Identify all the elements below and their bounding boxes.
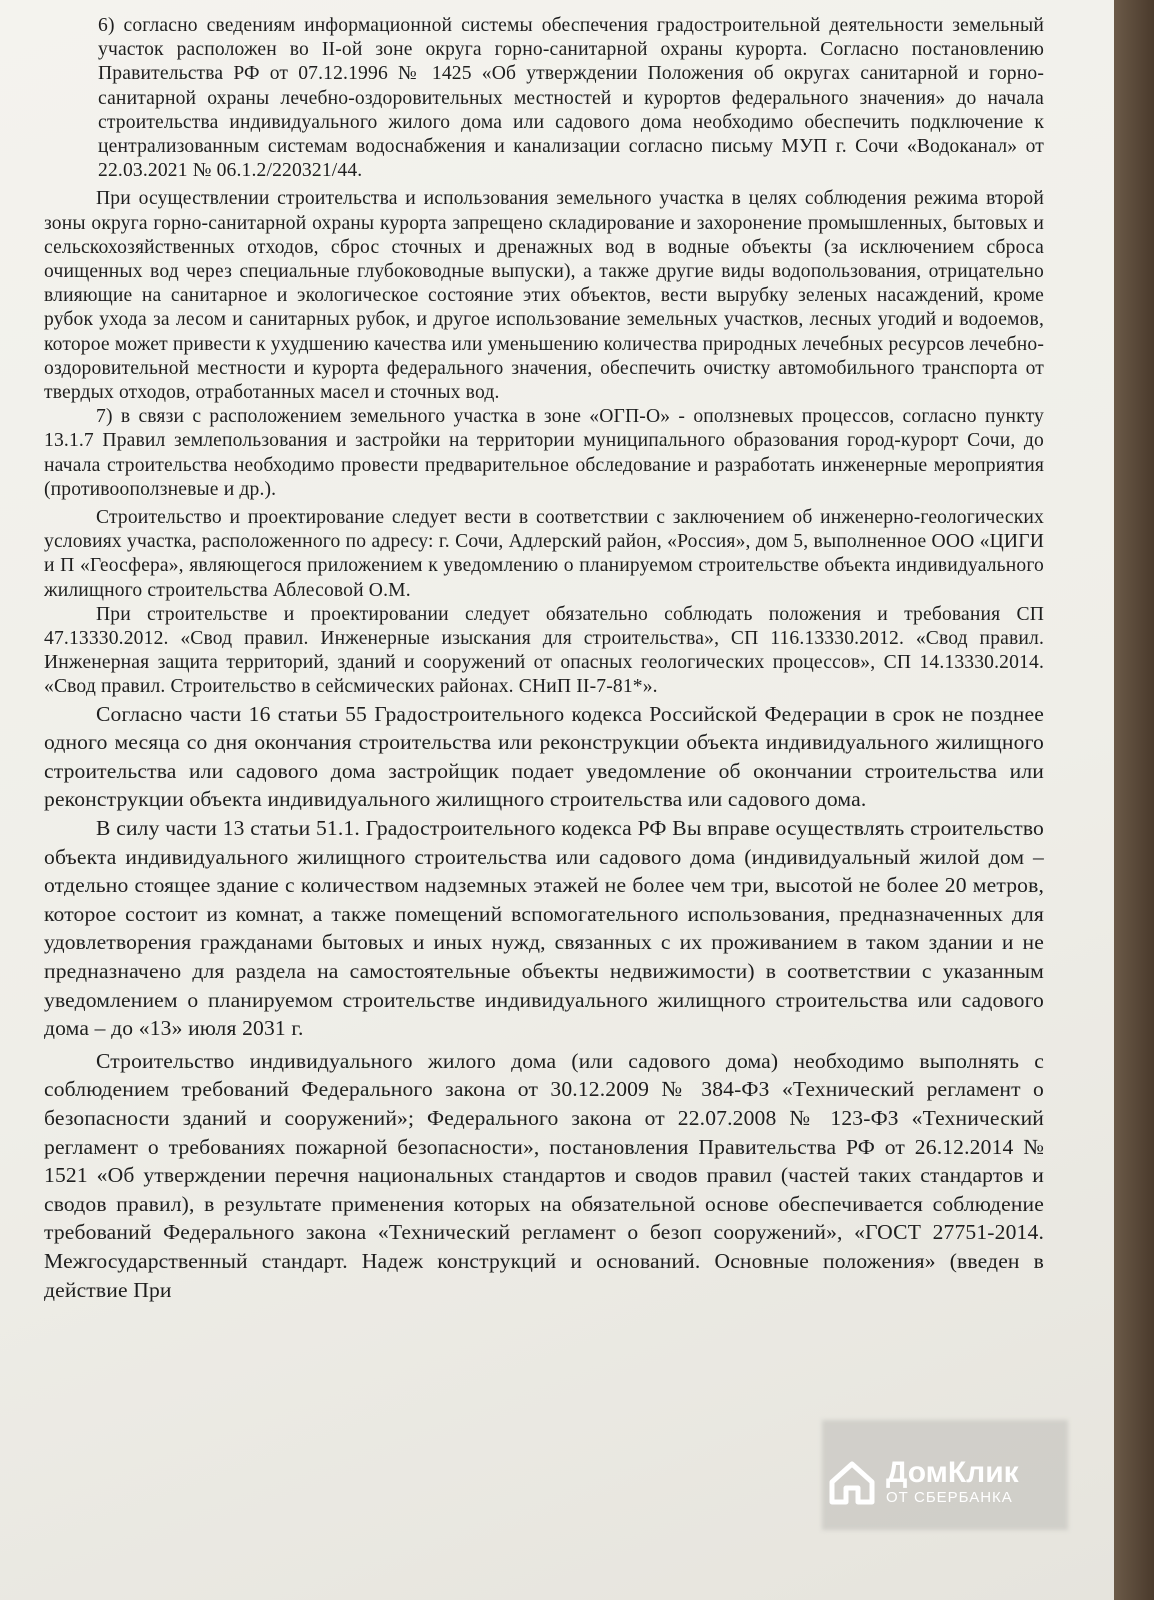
paragraph-technical-regulations: Строительство индивидуального жилого дома (или садового дома) необходимо выполнять с соблюдением требований Федерального закона от 30.12.2009 № 384-ФЗ «Технический регламент о безопасности зданий и сооружений»; Федерального закона от 22.07.2008 № 123-ФЗ «Технический регламент о требованиях пожарной безопасности», постановления Правительства РФ от 26.12.2014 № 1521 «Об утверждении перечня национальных стандартов и сводов правил (частей таких стандартов и сводов правил), в результате применения которых на обязательной основе обеспечивается соблюдение требований Федерального закона «Технический регламент о безоп сооружений», «ГОСТ 27751-2014. Межгосударственный стандарт. Надеж конструкций и оснований. Основные положения» (введен в действие При [44,1048,1044,1302]
paragraph-item-7: 7) в связи с расположением земельного участка в зоне «ОГП-О» - оползневых процессов, согласно пункту 13.1.7 Правил землепользования и застройки на территории муниципального образования город-курорт Сочи, до начала строительства необходимо провести предварительное обследование и разработать инженерные мероприятия (противооползневые и др.). [44,406,1044,500]
paragraph-item-6: 6) согласно сведениям информационной системы обеспечения градостроительной деятельности земельный участок расположен во II-ой зоне округа горно-санитарной охраны курорта. Согласно постановлению Правительства РФ от 07.12.1996 № 1425 «Об утверждении Положения об округах санитарной и горно-санитарной охраны лечебно-оздоровительных местностей и курортов федерального значения» до начала строительства индивидуального жилого дома или садового дома необходимо обеспечить подключение к централизованным системам водоснабжения и канализации согласно письму МУП г. Сочи «Водоканал» от 22.03.2021 № 06.1.2/220321/44. [98,15,1044,182]
table-edge [1114,0,1154,1600]
paragraph-geology-conclusion: Строительство и проектирование следует вести в соответствии с заключением об инженерно-геологических условиях участка, расположенного по адресу: г. Сочи, Адлерский район, «Россия», дом 5, выполненное ООО «ЦИГИ и П «Геосфера», являющегося приложением к уведомлению о планируемом строительстве объекта индивидуального жилищного строительства Аблесовой О.М. [44,507,1044,601]
watermark-brand: ДомКлик [886,1456,1019,1489]
paragraph-zone-restrictions: При осуществлении строительства и использования земельного участка в целях соблюдения режима второй зоны округа горно-санитарной охраны курорта запрещено складирование и захоронение промышленных, бытовых и сельскохозяйственных отходов, сброс сточных и дренажных вод в водные объекты (за исключением сброса очищенных вод через специальные глубоководные выпуски), а также другие виды водопользования, отрицательно влияющие на санитарное и экологическое состояние этих объектов, вести вырубку зеленых насаждений, кроме рубок ухода за лесом и санитарных рубок, и другое использование земельных участков, лесных угодий и водоемов, которое может привести к ухудшению качества или уменьшению количества природных лечебных ресурсов лечебно-оздоровительной местности и курорта федерального значения, обеспечить очистку автомобильного транспорта от твердых отходов, отработанных масел и сточных вод. [44,188,1044,404]
document-body [44,14,1044,1304]
paragraph-construction-term: В силу части 13 статьи 51.1. Градостроительного кодекса РФ Вы вправе осуществлять строительство объекта индивидуального жилищного строительства или садового дома (индивидуальный жилой дом – отдельно стоящее здание с количеством надземных этажей не более чем три, высотой не более 20 метров, которое состоит из комнат, а также помещений вспомогательного использования, предназначенных для удовлетворения гражданами бытовых и иных нужд, связанных с их проживанием в таком здании и не предназначено для раздела на самостоятельные объекты недвижимости) в соответствии с указанным уведомлением о планируемом строительстве индивидуального жилищного строительства или садового дома – до «13» июля 2031 г. [44,816,1044,1041]
watermark-texts [886,1457,1019,1507]
watermark-subtitle: ОТ СБЕРБАНКА [886,1489,1013,1506]
paragraph-completion-notice: Согласно части 16 статьи 55 Градостроительного кодекса Российской Федерации в срок не позднее одного месяца со дня окончания строительства или реконструкции объекта индивидуального жилищного строительства или садового дома застройщик подает уведомление об окончании строительства или реконструкции объекта индивидуального жилищного строительства или садового дома. [44,701,1044,812]
house-logo-icon [828,1458,876,1506]
paragraph-building-codes: При строительстве и проектировании следует обязательно соблюдать положения и требования СП 47.13330.2012. «Свод правил. Инженерные изыскания для строительства», СП 116.13330.2012. «Свод правил. Инженерная защита территорий, зданий и сооружений от опасных геологических процессов», СП 14.13330.2014. «Свод правил. Строительство в сейсмических районах. СНиП II-7-81*». [44,603,1044,698]
watermark [828,1444,1019,1520]
